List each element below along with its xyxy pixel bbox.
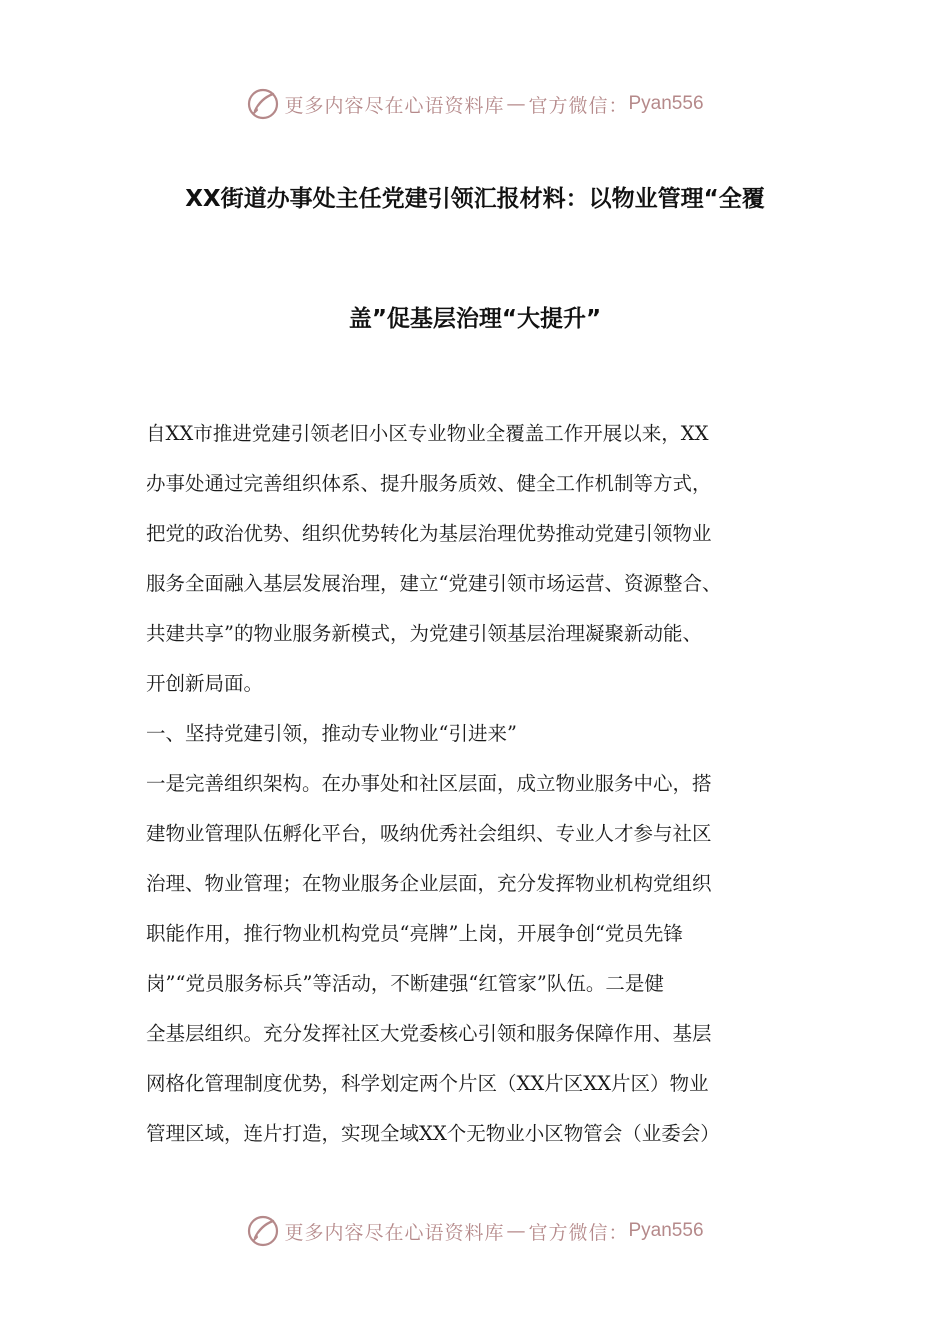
watermark-site-name: 更多内容尽在心语资料库 bbox=[284, 1221, 505, 1244]
watermark-wechat-label: 官方微信： bbox=[528, 1221, 629, 1244]
watermark-separator: — bbox=[506, 1220, 527, 1242]
watermark-wechat-label: 官方微信： bbox=[528, 94, 629, 117]
body-line: 建物业管理队伍孵化平台，吸纳优秀社会组织、专业人才参与社区 bbox=[146, 822, 712, 845]
body-line: 把党的政治优势、组织优势转化为基层治理优势推动党建引领物业 bbox=[146, 522, 712, 545]
body-line: 网格化管理制度优势，科学划定两个片区（XX片区XX片区）物业 bbox=[146, 1072, 709, 1095]
watermark-separator: — bbox=[506, 93, 527, 115]
body-line: 一是完善组织架构。在办事处和社区层面，成立物业服务中心，搭 bbox=[146, 772, 712, 795]
body-line: 治理、物业管理；在物业服务企业层面，充分发挥物业机构党组织 bbox=[146, 872, 712, 895]
body-line: 全基层组织。充分发挥社区大党委核心引领和服务保障作用、基层 bbox=[146, 1022, 712, 1045]
section-heading: 一、坚持党建引领，推动专业物业“引进来” bbox=[146, 722, 517, 745]
brand-logo-icon bbox=[246, 1214, 280, 1248]
body-line: 职能作用，推行物业机构党员“亮牌”上岗，开展争创“党员先锋 bbox=[146, 922, 683, 945]
body-line: 自XX市推进党建引领老旧小区专业物业全覆盖工作开展以来，XX bbox=[146, 422, 709, 445]
watermark-wechat-id: Pyan556 bbox=[628, 1220, 704, 1241]
header-watermark bbox=[0, 84, 950, 124]
body-line: 开创新局面。 bbox=[146, 672, 264, 695]
document-title-line-1: XX街道办事处主任党建引领汇报材料：以物业管理“全覆 bbox=[185, 186, 765, 212]
document-title-line-2: 盖”促基层治理“大提升” bbox=[348, 306, 602, 332]
body-line: 服务全面融入基层发展治理，建立“党建引领市场运营、资源整合、 bbox=[146, 572, 722, 595]
body-line: 共建共享”的物业服务新模式，为党建引领基层治理凝聚新动能、 bbox=[146, 622, 702, 645]
body-line: 办事处通过完善组织体系、提升服务质效、健全工作机制等方式， bbox=[146, 472, 712, 495]
body-line: 岗”“党员服务标兵”等活动，不断建强“红管家”队伍。二是健 bbox=[146, 972, 664, 995]
footer-watermark bbox=[0, 1211, 950, 1251]
watermark-site-name: 更多内容尽在心语资料库 bbox=[284, 94, 505, 117]
body-line: 管理区域，连片打造，实现全域XX个无物业小区物管会（业委会） bbox=[146, 1122, 720, 1145]
watermark-wechat-id: Pyan556 bbox=[628, 93, 704, 114]
document-body bbox=[146, 416, 826, 1166]
brand-logo-icon bbox=[246, 87, 280, 121]
